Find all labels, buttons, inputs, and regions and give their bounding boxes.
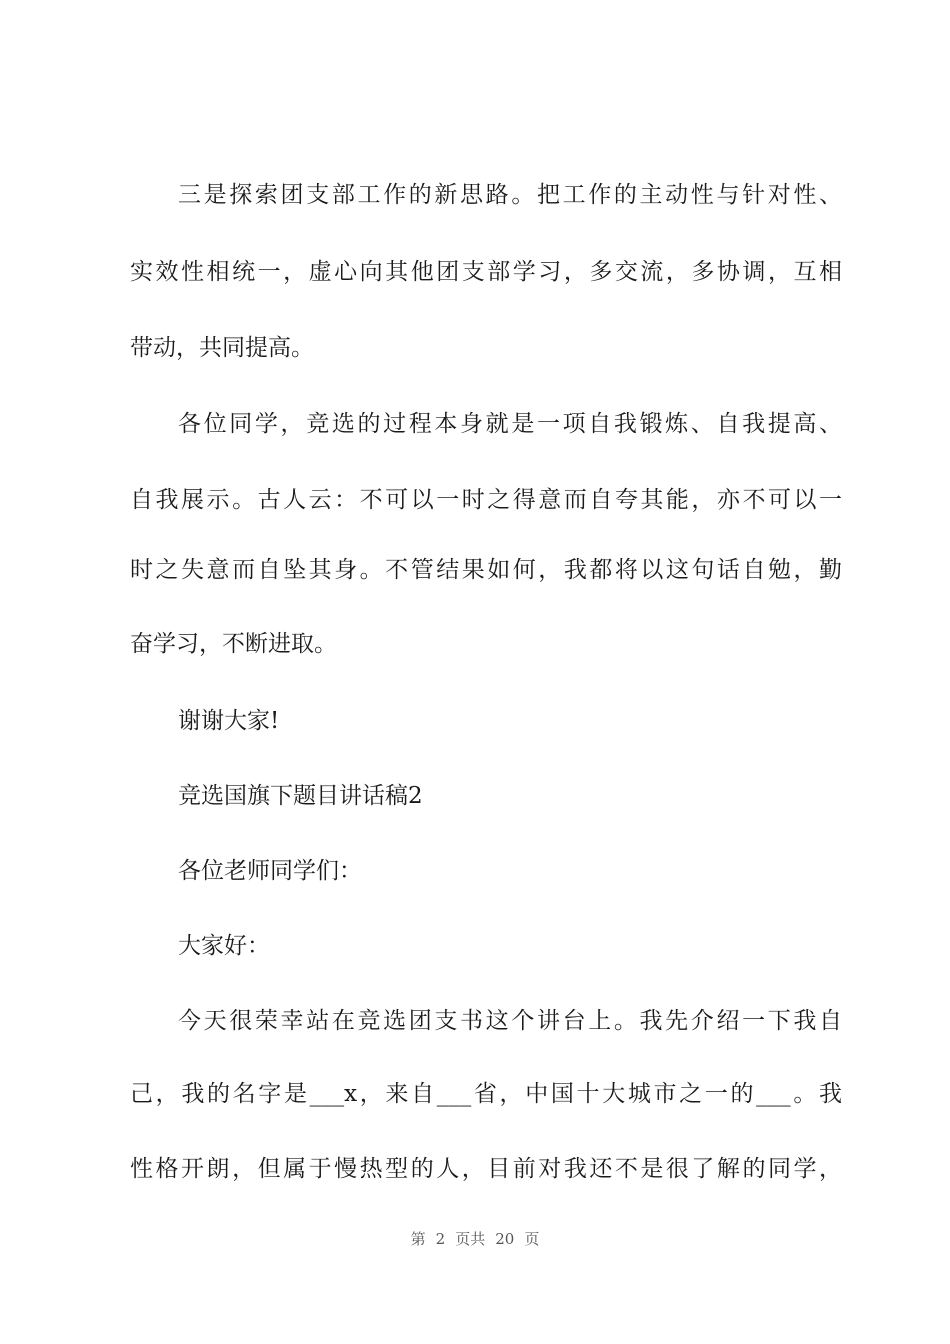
paragraph-line: 奋学习，不断进取。 <box>130 631 337 657</box>
greeting-line: 大家好： <box>178 933 270 959</box>
salutation-line: 各位老师同学们： <box>178 858 362 884</box>
paragraph-line: 己，我的名字是___x，来自___省，中国十大城市之一的___。我 <box>130 1081 842 1107</box>
paragraph-line: 三是探索团支部工作的新思路。把工作的主动性与针对性、 <box>178 182 842 208</box>
footer-page-number: 2 <box>435 1230 446 1248</box>
paragraph-line: 各位同学，竞选的过程本身就是一项自我锻炼、自我提高、 <box>178 411 842 437</box>
section-title: 竞选国旗下题目讲话稿2 <box>178 783 423 809</box>
paragraph-line: 时之失意而自坠其身。不管结果如何，我都将以这句话自勉，勤 <box>130 557 842 583</box>
paragraph-line: 今天很荣幸站在竞选团支书这个讲台上。我先介绍一下我自 <box>178 1008 842 1034</box>
paragraph-line: 带动，共同提高。 <box>130 335 314 361</box>
footer-suffix: 页 <box>524 1230 540 1248</box>
footer-prefix: 第 <box>410 1230 426 1248</box>
footer-middle: 页共 <box>455 1230 486 1248</box>
paragraph-line: 性格开朗，但属于慢热型的人，目前对我还不是很了解的同学， <box>130 1156 842 1182</box>
paragraph-line: 自我展示。古人云：不可以一时之得意而自夸其能，亦不可以一 <box>130 487 842 513</box>
page-footer <box>0 1229 950 1249</box>
paragraph-line: 实效性相统一，虚心向其他团支部学习，多交流，多协调，互相 <box>130 259 842 285</box>
footer-total-pages: 20 <box>495 1230 515 1248</box>
closing-line: 谢谢大家! <box>178 708 280 734</box>
